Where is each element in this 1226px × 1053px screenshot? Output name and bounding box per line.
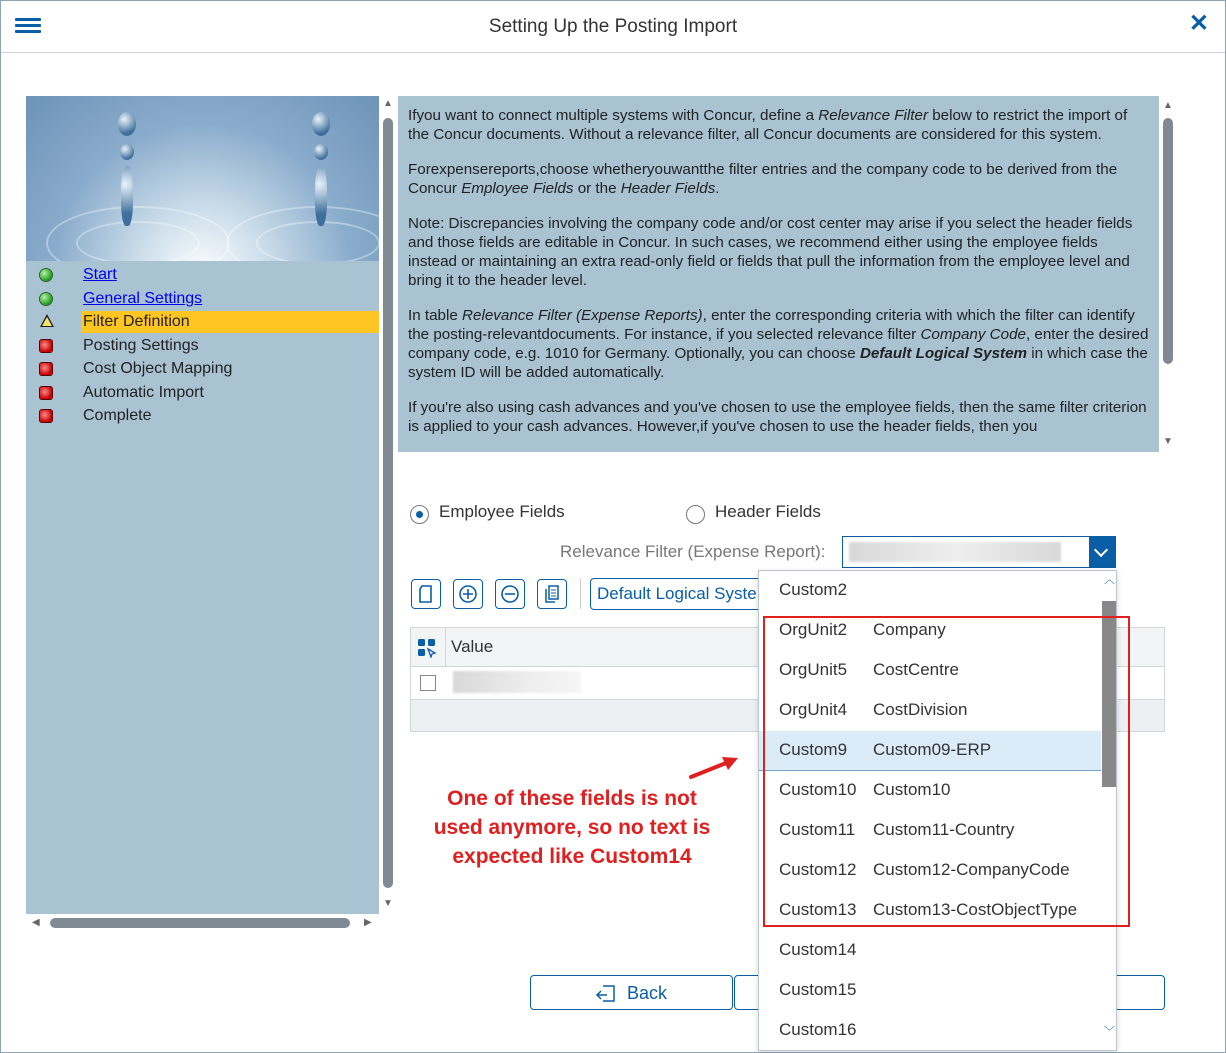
step-general-settings[interactable] — [34, 288, 379, 310]
status-green-icon — [40, 293, 52, 305]
dropdown-option[interactable]: Custom10 Custom10 — [779, 780, 951, 799]
new-entry-button[interactable] — [411, 579, 441, 609]
chevron-down-icon[interactable] — [1089, 537, 1115, 567]
blurred-value — [849, 542, 1061, 562]
scroll-thumb[interactable] — [50, 918, 350, 928]
dropdown-option[interactable]: OrgUnit2 Company — [779, 620, 946, 639]
step-label: Complete — [83, 407, 152, 424]
dropdown-option[interactable]: Custom12 Custom12-CompanyCode — [779, 860, 1070, 879]
chevron-down-icon[interactable]: ﹀ — [1104, 1026, 1115, 1038]
scroll-thumb[interactable] — [1102, 601, 1116, 787]
dialog-title: Setting Up the Posting Import — [488, 16, 738, 37]
add-row-button[interactable] — [453, 579, 483, 609]
chevron-up-icon[interactable]: ︿ — [1104, 574, 1115, 586]
scroll-right-icon[interactable]: ▶ — [364, 917, 372, 928]
status-red-icon — [40, 410, 52, 422]
wizard-steps-panel — [26, 96, 379, 914]
scroll-thumb[interactable] — [383, 118, 393, 888]
dropdown-option[interactable]: Custom13 Custom13-CostObjectType — [779, 900, 1078, 919]
back-button[interactable]: Back — [530, 975, 733, 1010]
water-drop-banner — [26, 96, 379, 261]
annotation-text: One of these fields is not used anymore, so no text is expected like Custom14 — [433, 787, 711, 868]
row-checkbox[interactable] — [420, 675, 436, 691]
info-paragraph: In table Relevance Filter (Expense Reports), enter the corresponding criteria with which the filter can identify the posting-relevantdocuments. For instance, if you selected relevance filter Company Code, enter the desired company code, e.g. 1010 for Germany. Optionally, you can choose Default Logical System in which case the system ID will be added automatically. — [408, 307, 1149, 381]
scroll-up-icon[interactable]: ▲ — [1163, 100, 1173, 111]
info-paragraph: Ifyou want to connect multiple systems with Concur, define a Relevance Filter below to restrict the import of the Concur documents. Without a relevance filter, all Concur documents are considered for this system. — [408, 107, 1128, 143]
status-red-icon — [40, 387, 52, 399]
step-automatic-import — [34, 382, 379, 404]
info-paragraph: If you're also using cash advances and you've chosen to use the employee fields, then the same filter criterion is applied to your cash advances. However,if you've chosen to use the header fields, then you — [408, 399, 1147, 435]
column-header-value[interactable]: Value — [451, 637, 494, 656]
left-horizontal-scrollbar[interactable] — [26, 914, 379, 932]
copy-row-button[interactable] — [537, 579, 567, 609]
scroll-left-icon[interactable]: ◀ — [32, 917, 40, 928]
dropdown-scrollbar[interactable] — [1102, 571, 1116, 1051]
instructions-text — [398, 96, 1159, 452]
dropdown-option[interactable]: Custom15 — [779, 980, 857, 999]
status-red-icon — [40, 340, 52, 352]
back-icon — [595, 983, 617, 1003]
info-paragraph: Note: Discrepancies involving the company code and/or cost center may arise if you select the header fields and those fields are editable in Concur. In such cases, we recommend either using the employee fields instead or maintaining an extra read-only field or fields that pull the information from the employee level and bring it to the header level. — [408, 215, 1133, 289]
select-all-icon[interactable] — [417, 638, 437, 658]
annotation-arrow-icon — [688, 755, 742, 783]
dropdown-option[interactable]: Custom14 — [779, 940, 857, 959]
default-logical-system-button[interactable]: Default Logical Syste — [590, 578, 770, 610]
step-cost-object-mapping — [34, 358, 379, 380]
step-list — [34, 262, 379, 914]
step-label[interactable]: Start — [83, 266, 117, 283]
relevance-filter-dropdown-list[interactable] — [758, 570, 1117, 1051]
radio-unselected-icon[interactable] — [686, 505, 705, 524]
dropdown-option[interactable]: Custom16 — [779, 1020, 857, 1039]
dropdown-option-selected[interactable]: Custom9 Custom09-ERP — [759, 731, 1101, 771]
step-label: Automatic Import — [83, 384, 204, 401]
step-label[interactable]: General Settings — [83, 290, 203, 307]
step-start[interactable] — [34, 264, 379, 286]
copy-icon — [542, 584, 562, 604]
scroll-up-icon[interactable]: ▲ — [383, 98, 393, 109]
dropdown-option[interactable]: Custom2 — [779, 580, 848, 599]
minus-icon — [500, 584, 520, 604]
close-icon[interactable]: ✕ — [1188, 10, 1209, 37]
document-icon — [416, 584, 436, 604]
dropdown-option[interactable]: Custom11 Custom11-Country — [779, 820, 1015, 839]
status-red-icon — [40, 363, 52, 375]
info-paragraph: Forexpensereports,choose whetheryouwantthe filter entries and the company code to be derived from the Concur Employee Fields or the Header Fields. — [408, 161, 1118, 197]
blurred-value — [453, 671, 581, 693]
remove-row-button[interactable] — [495, 579, 525, 609]
info-scrollbar[interactable] — [1159, 96, 1177, 452]
warning-icon — [40, 314, 54, 327]
title-bar — [1, 0, 1225, 53]
step-complete — [34, 405, 379, 427]
status-green-icon — [40, 269, 52, 281]
step-label: Posting Settings — [83, 337, 199, 354]
dropdown-option[interactable]: OrgUnit4 CostDivision — [779, 700, 968, 719]
scroll-thumb[interactable] — [1163, 118, 1173, 364]
left-vertical-scrollbar[interactable] — [379, 96, 397, 914]
step-label: Cost Object Mapping — [83, 360, 233, 377]
radio-selected-icon[interactable] — [410, 505, 429, 524]
plus-icon — [458, 584, 478, 604]
step-label: Filter Definition — [83, 313, 190, 330]
scroll-down-icon[interactable]: ▼ — [1163, 436, 1173, 447]
toolbar-separator — [580, 579, 581, 609]
step-posting-settings — [34, 335, 379, 357]
scroll-down-icon[interactable]: ▼ — [383, 898, 393, 909]
relevance-filter-label: Relevance Filter (Expense Report): — [560, 542, 826, 561]
dropdown-option[interactable]: OrgUnit5 CostCentre — [779, 660, 959, 679]
step-filter-definition[interactable] — [34, 311, 379, 333]
relevance-filter-select[interactable] — [842, 536, 1116, 568]
